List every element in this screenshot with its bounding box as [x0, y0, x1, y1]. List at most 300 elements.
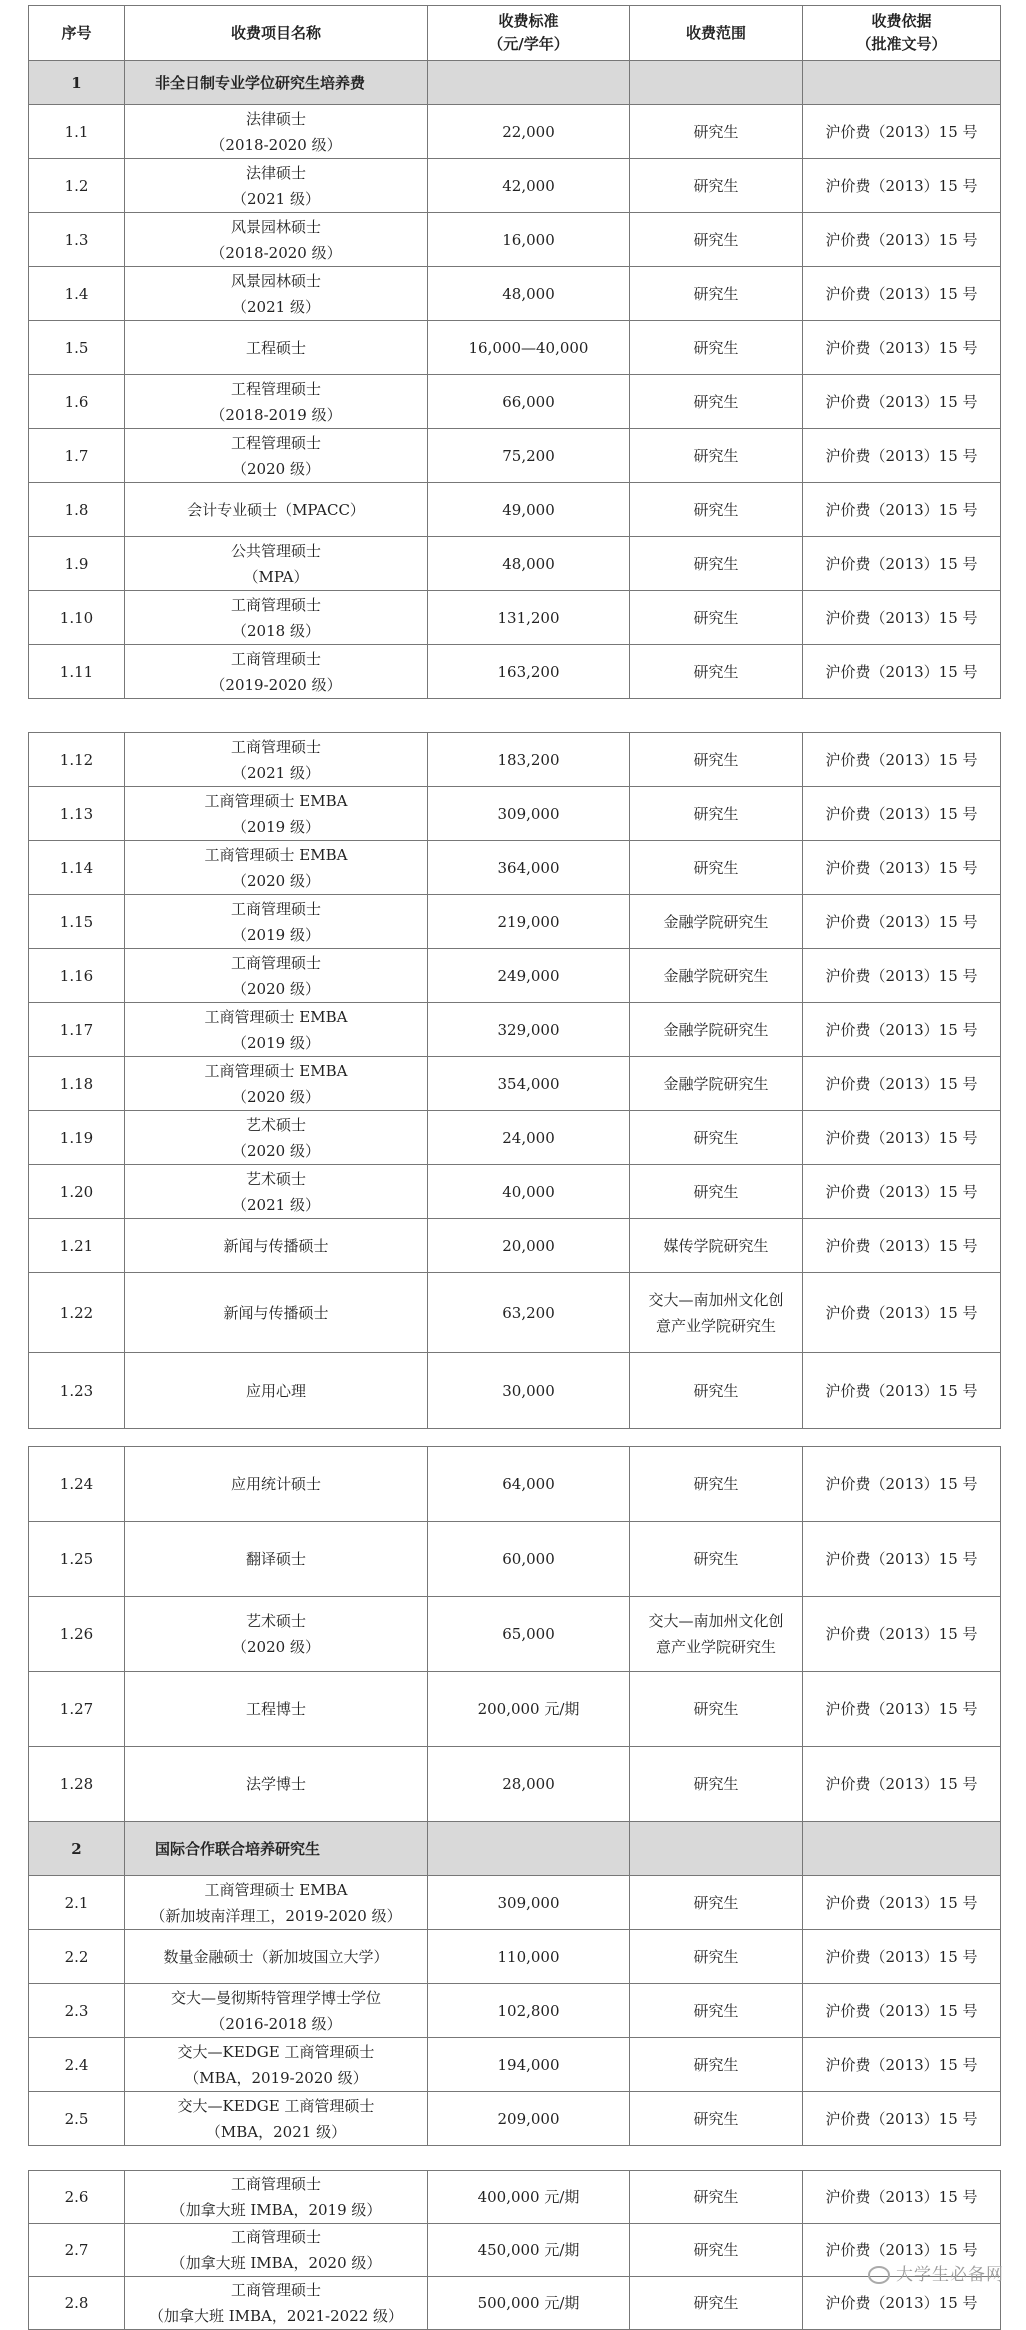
row-item-name: [125, 591, 428, 645]
item-name-line: 工程管理硕士: [230, 433, 321, 452]
row-no: 1.27: [29, 1672, 125, 1747]
row-basis: 沪价费（2013）15 号: [803, 1219, 1001, 1273]
row-no: 1.20: [29, 1165, 125, 1219]
header-scope: 收费范围: [630, 6, 803, 61]
table-row: [29, 2277, 1001, 2330]
item-name-line: 法学博士: [245, 1775, 306, 1793]
watermark: [868, 2260, 1004, 2285]
scope-line: 研究生: [693, 284, 739, 303]
row-fee: 24,000: [428, 1111, 630, 1165]
item-name-line: 交大—KEDGE 工商管理硕士: [177, 2042, 375, 2061]
header-standard: [428, 6, 630, 61]
scope-line: 研究生: [693, 608, 739, 627]
row-no: 2.1: [29, 1876, 125, 1930]
row-fee: 20,000: [428, 1219, 630, 1273]
row-no: 1.19: [29, 1111, 125, 1165]
row-no: 1.11: [29, 645, 125, 699]
row-fee: 28,000: [428, 1747, 630, 1822]
row-scope: [630, 2277, 803, 2330]
scope-line: 研究生: [693, 858, 739, 877]
item-name-line: （2020 级）: [232, 871, 320, 890]
row-scope: [630, 321, 803, 375]
row-basis: 沪价费（2013）15 号: [803, 1003, 1001, 1057]
table-row: [29, 159, 1001, 213]
item-name-line: 工程博士: [245, 1700, 306, 1718]
row-fee: 16,000: [428, 213, 630, 267]
item-name-line: （加拿大班 IMBA，2019 级）: [170, 2201, 382, 2219]
row-scope: [630, 537, 803, 591]
row-item-name: [125, 949, 428, 1003]
row-no: 1.4: [29, 267, 125, 321]
row-basis: 沪价费（2013）15 号: [803, 2277, 1001, 2330]
row-scope: [630, 645, 803, 699]
row-fee: 65,000: [428, 1597, 630, 1672]
row-fee: 66,000: [428, 375, 630, 429]
table-segment-2: [28, 732, 1000, 1429]
row-item-name: [125, 1003, 428, 1057]
scope-line: 研究生: [693, 176, 739, 195]
row-item-name: [125, 2277, 428, 2330]
item-name-line: 艺术硕士: [245, 1169, 306, 1188]
item-name-line: （2019 级）: [232, 817, 320, 836]
scope-line: 研究生: [693, 392, 739, 411]
scope-line: 研究生: [693, 230, 739, 249]
row-item-name: [125, 2038, 428, 2092]
row-fee: 40,000: [428, 1165, 630, 1219]
item-name-line: （MBA，2021 级）: [205, 2122, 347, 2141]
scope-line: 研究生: [693, 2188, 739, 2206]
table-row: [29, 1597, 1001, 1672]
row-item-name: [125, 159, 428, 213]
scope-line: 研究生: [693, 1128, 739, 1147]
row-no: 1.1: [29, 105, 125, 159]
table-row: [29, 1165, 1001, 1219]
row-fee: 163,200: [428, 645, 630, 699]
scope-line: 研究生: [693, 804, 739, 823]
row-item-name: [125, 1747, 428, 1822]
table-row: [29, 895, 1001, 949]
table-row: [29, 429, 1001, 483]
row-scope: [630, 2092, 803, 2146]
row-no: 1.5: [29, 321, 125, 375]
row-no: 1.8: [29, 483, 125, 537]
item-name-line: 工商管理硕士 EMBA: [204, 1061, 348, 1080]
row-scope: [630, 1876, 803, 1930]
row-basis: 沪价费（2013）15 号: [803, 1984, 1001, 2038]
row-no: 1.2: [29, 159, 125, 213]
row-fee: 48,000: [428, 537, 630, 591]
item-name-line: 新闻与传播硕士: [223, 1303, 329, 1322]
row-no: 1.9: [29, 537, 125, 591]
row-no: 2.8: [29, 2277, 125, 2330]
fee-table-part-3: [28, 1446, 1001, 2146]
row-fee: 102,800: [428, 1984, 630, 2038]
scope-line: 金融学院研究生: [663, 966, 769, 985]
scope-line: 研究生: [693, 2294, 739, 2312]
row-item-name: [125, 841, 428, 895]
row-item-name: [125, 1984, 428, 2038]
scope-line: 交大—南加州文化创: [648, 1612, 784, 1630]
row-scope: [630, 591, 803, 645]
item-name-line: （新加坡南洋理工，2019-2020 级）: [150, 1906, 402, 1925]
item-name-line: （2020 级）: [232, 1638, 320, 1656]
table-row: [29, 787, 1001, 841]
scope-line: 研究生: [693, 446, 739, 465]
table-row: [29, 1353, 1001, 1429]
row-scope: [630, 2038, 803, 2092]
row-item-name: [125, 105, 428, 159]
item-name-line: （2021 级）: [232, 189, 320, 208]
row-scope: [630, 1219, 803, 1273]
row-basis: 沪价费（2013）15 号: [803, 483, 1001, 537]
row-fee: 400,000 元/期: [428, 2171, 630, 2224]
item-name-line: 交大—曼彻斯特管理学博士学位: [170, 1988, 381, 2007]
table-segment-1: [28, 5, 1000, 699]
row-scope: [630, 733, 803, 787]
row-item-name: [125, 2092, 428, 2146]
scope-line: 研究生: [693, 122, 739, 141]
table-row: [29, 267, 1001, 321]
row-scope: [630, 787, 803, 841]
section-name: 国际合作联合培养研究生: [125, 1822, 428, 1876]
row-scope: [630, 1747, 803, 1822]
row-fee: 450,000 元/期: [428, 2224, 630, 2277]
item-name-line: （2018-2020 级）: [210, 135, 342, 154]
row-fee: 219,000: [428, 895, 630, 949]
table-row: [29, 1930, 1001, 1984]
row-item-name: [125, 1447, 428, 1522]
row-basis: 沪价费（2013）15 号: [803, 213, 1001, 267]
row-fee: 22,000: [428, 105, 630, 159]
watermark-text: 大学生必备网: [896, 2265, 1004, 2285]
table-row: [29, 1447, 1001, 1522]
scope-line: 媒传学院研究生: [663, 1236, 769, 1255]
row-basis: 沪价费（2013）15 号: [803, 375, 1001, 429]
table-row: [29, 1672, 1001, 1747]
row-item-name: [125, 1597, 428, 1672]
row-item-name: [125, 645, 428, 699]
row-fee: 183,200: [428, 733, 630, 787]
table-row: [29, 1984, 1001, 2038]
scope-line: 金融学院研究生: [663, 1074, 769, 1093]
item-name-line: 工商管理硕士: [230, 953, 321, 972]
row-no: 2.6: [29, 2171, 125, 2224]
scope-line: 金融学院研究生: [663, 1020, 769, 1039]
item-name-line: 法律硕士: [245, 109, 306, 128]
row-no: 1.25: [29, 1522, 125, 1597]
row-basis: 沪价费（2013）15 号: [803, 537, 1001, 591]
item-name-line: 工商管理硕士: [230, 737, 321, 756]
table-row: [29, 1747, 1001, 1822]
item-name-line: （MPA）: [243, 567, 309, 586]
row-fee: 194,000: [428, 2038, 630, 2092]
row-item-name: [125, 2224, 428, 2277]
row-basis: 沪价费（2013）15 号: [803, 1672, 1001, 1747]
row-scope: [630, 2224, 803, 2277]
row-basis: 沪价费（2013）15 号: [803, 1165, 1001, 1219]
row-fee: 500,000 元/期: [428, 2277, 630, 2330]
item-name-line: 艺术硕士: [245, 1115, 306, 1134]
item-name-line: 会计专业硕士（MPACC）: [187, 500, 365, 519]
row-fee: 42,000: [428, 159, 630, 213]
row-fee: 209,000: [428, 2092, 630, 2146]
scope-line: 研究生: [693, 1893, 739, 1912]
row-no: 1.3: [29, 213, 125, 267]
row-basis: 沪价费（2013）15 号: [803, 895, 1001, 949]
item-name-line: 公共管理硕士: [230, 541, 321, 560]
item-name-line: （加拿大班 IMBA，2021-2022 级）: [148, 2307, 404, 2325]
scope-line: 意产业学院研究生: [655, 1638, 776, 1656]
item-name-line: 交大—KEDGE 工商管理硕士: [177, 2096, 375, 2115]
table-segment-4: [28, 2170, 1000, 2330]
row-item-name: [125, 733, 428, 787]
table-row: [29, 375, 1001, 429]
table-row: [29, 949, 1001, 1003]
row-item-name: [125, 483, 428, 537]
header-name: 收费项目名称: [125, 6, 428, 61]
row-no: 2.5: [29, 2092, 125, 2146]
row-item-name: [125, 1057, 428, 1111]
row-no: 1.22: [29, 1273, 125, 1353]
scope-line: 研究生: [693, 1947, 739, 1966]
fee-table-part-2: [28, 732, 1001, 1429]
table-row: [29, 1057, 1001, 1111]
row-basis: 沪价费（2013）15 号: [803, 159, 1001, 213]
row-no: 1.17: [29, 1003, 125, 1057]
item-name-line: 工商管理硕士: [230, 2281, 321, 2299]
scope-line: 研究生: [693, 1775, 739, 1793]
table-header-row: [29, 6, 1001, 61]
row-basis: 沪价费（2013）15 号: [803, 2171, 1001, 2224]
row-fee: 30,000: [428, 1353, 630, 1429]
scope-line: 研究生: [693, 1700, 739, 1718]
item-name-line: （2018-2019 级）: [210, 405, 342, 424]
row-item-name: [125, 1672, 428, 1747]
row-item-name: [125, 1930, 428, 1984]
row-fee: 309,000: [428, 787, 630, 841]
item-name-line: 工程管理硕士: [230, 379, 321, 398]
table-row: [29, 2171, 1001, 2224]
table-row: [29, 1111, 1001, 1165]
row-basis: 沪价费（2013）15 号: [803, 1273, 1001, 1353]
row-item-name: [125, 1219, 428, 1273]
table-row: [29, 213, 1001, 267]
scope-line: 研究生: [693, 2241, 739, 2259]
item-name-line: 应用心理: [245, 1381, 306, 1400]
header-basis: [803, 6, 1001, 61]
header-basis-line1: 收费依据: [871, 12, 932, 30]
scope-line: 研究生: [693, 1381, 739, 1400]
table-row: [29, 591, 1001, 645]
fee-table-part-1: [28, 5, 1001, 699]
row-no: 1.13: [29, 787, 125, 841]
item-name-line: 工商管理硕士 EMBA: [204, 1007, 348, 1026]
wechat-icon: [868, 2266, 890, 2284]
row-fee: 110,000: [428, 1930, 630, 1984]
row-item-name: [125, 213, 428, 267]
scope-line: 研究生: [693, 1475, 739, 1493]
row-scope: [630, 1672, 803, 1747]
item-name-line: 翻译硕士: [245, 1550, 306, 1568]
item-name-line: （MBA，2019-2020 级）: [184, 2068, 368, 2087]
row-scope: [630, 1522, 803, 1597]
header-standard-line1: 收费标准: [498, 12, 559, 30]
row-no: 1.12: [29, 733, 125, 787]
row-no: 1.18: [29, 1057, 125, 1111]
row-scope: [630, 213, 803, 267]
item-name-line: （2019-2020 级）: [210, 675, 342, 694]
row-basis: 沪价费（2013）15 号: [803, 1447, 1001, 1522]
item-name-line: 新闻与传播硕士: [223, 1236, 329, 1255]
header-no: 序号: [29, 6, 125, 61]
scope-line: 交大—南加州文化创: [648, 1290, 784, 1309]
row-item-name: [125, 1522, 428, 1597]
item-name-line: 工商管理硕士 EMBA: [204, 845, 348, 864]
section-no: 1: [29, 61, 125, 105]
table-row: [29, 1273, 1001, 1353]
item-name-line: 工商管理硕士: [230, 2228, 321, 2246]
row-fee: 64,000: [428, 1447, 630, 1522]
row-scope: [630, 1057, 803, 1111]
item-name-line: 工商管理硕士: [230, 595, 321, 614]
row-fee: 309,000: [428, 1876, 630, 1930]
item-name-line: （2021 级）: [232, 297, 320, 316]
row-scope: [630, 483, 803, 537]
row-fee: 75,200: [428, 429, 630, 483]
row-fee: 63,200: [428, 1273, 630, 1353]
item-name-line: （加拿大班 IMBA，2020 级）: [170, 2254, 382, 2272]
row-scope: [630, 1003, 803, 1057]
row-item-name: [125, 537, 428, 591]
row-basis: 沪价费（2013）15 号: [803, 787, 1001, 841]
row-item-name: [125, 1165, 428, 1219]
item-name-line: 工商管理硕士: [230, 2175, 321, 2193]
row-basis: 沪价费（2013）15 号: [803, 1747, 1001, 1822]
item-name-line: （2020 级）: [232, 1087, 320, 1106]
scope-line: 研究生: [693, 662, 739, 681]
row-scope: [630, 1353, 803, 1429]
section-no: 2: [29, 1822, 125, 1876]
row-scope: [630, 1165, 803, 1219]
row-item-name: [125, 895, 428, 949]
scope-line: 研究生: [693, 2109, 739, 2128]
row-item-name: [125, 429, 428, 483]
scope-line: 研究生: [693, 750, 739, 769]
row-basis: 沪价费（2013）15 号: [803, 1057, 1001, 1111]
row-basis: 沪价费（2013）15 号: [803, 1597, 1001, 1672]
row-basis: 沪价费（2013）15 号: [803, 267, 1001, 321]
row-basis: 沪价费（2013）15 号: [803, 1353, 1001, 1429]
item-name-line: （2018-2020 级）: [210, 243, 342, 262]
row-item-name: [125, 1111, 428, 1165]
row-basis: 沪价费（2013）15 号: [803, 105, 1001, 159]
scope-line: 意产业学院研究生: [655, 1316, 776, 1335]
item-name-line: 工商管理硕士 EMBA: [204, 1880, 348, 1899]
row-fee: 16,000—40,000: [428, 321, 630, 375]
section-row-1: [29, 61, 1001, 105]
item-name-line: 工商管理硕士: [230, 649, 321, 668]
row-fee: 329,000: [428, 1003, 630, 1057]
row-fee: 49,000: [428, 483, 630, 537]
row-basis: 沪价费（2013）15 号: [803, 1930, 1001, 1984]
row-scope: [630, 267, 803, 321]
row-no: 1.21: [29, 1219, 125, 1273]
row-basis: 沪价费（2013）15 号: [803, 591, 1001, 645]
scope-line: 研究生: [693, 2055, 739, 2074]
fee-table-part-4: [28, 2170, 1001, 2330]
section-name: 非全日制专业学位研究生培养费: [125, 61, 428, 105]
row-no: 2.7: [29, 2224, 125, 2277]
item-name-line: （2016-2018 级）: [210, 2014, 342, 2033]
item-name-line: （2020 级）: [232, 979, 320, 998]
row-scope: [630, 1273, 803, 1353]
item-name-line: 应用统计硕士: [230, 1475, 321, 1493]
row-scope: [630, 1984, 803, 2038]
scope-line: 研究生: [693, 2001, 739, 2020]
row-scope: [630, 949, 803, 1003]
table-row: [29, 537, 1001, 591]
table-row: [29, 1219, 1001, 1273]
row-basis: 沪价费（2013）15 号: [803, 2224, 1001, 2277]
row-basis: 沪价费（2013）15 号: [803, 1111, 1001, 1165]
row-scope: [630, 1597, 803, 1672]
row-no: 1.28: [29, 1747, 125, 1822]
row-fee: 60,000: [428, 1522, 630, 1597]
row-scope: [630, 159, 803, 213]
row-scope: [630, 841, 803, 895]
row-no: 1.26: [29, 1597, 125, 1672]
section-row-2: [29, 1822, 1001, 1876]
row-basis: 沪价费（2013）15 号: [803, 949, 1001, 1003]
header-standard-line2: （元/学年）: [488, 35, 569, 53]
item-name-line: 艺术硕士: [245, 1612, 306, 1630]
item-name-line: （2021 级）: [232, 1195, 320, 1214]
row-fee: 48,000: [428, 267, 630, 321]
row-basis: 沪价费（2013）15 号: [803, 1876, 1001, 1930]
table-row: [29, 841, 1001, 895]
row-fee: 249,000: [428, 949, 630, 1003]
row-no: 1.14: [29, 841, 125, 895]
item-name-line: （2019 级）: [232, 925, 320, 944]
scope-line: 研究生: [693, 500, 739, 519]
row-basis: 沪价费（2013）15 号: [803, 2092, 1001, 2146]
row-scope: [630, 895, 803, 949]
header-basis-line2: （批准文号）: [856, 35, 947, 53]
row-basis: 沪价费（2013）15 号: [803, 429, 1001, 483]
row-no: 2.2: [29, 1930, 125, 1984]
row-item-name: [125, 1273, 428, 1353]
scope-line: 研究生: [693, 1182, 739, 1201]
row-no: 1.23: [29, 1353, 125, 1429]
table-segment-3: [28, 1446, 1000, 2146]
row-no: 1.10: [29, 591, 125, 645]
row-item-name: [125, 1876, 428, 1930]
row-scope: [630, 1447, 803, 1522]
row-no: 1.16: [29, 949, 125, 1003]
table-row: [29, 2224, 1001, 2277]
row-scope: [630, 105, 803, 159]
row-basis: 沪价费（2013）15 号: [803, 841, 1001, 895]
row-basis: 沪价费（2013）15 号: [803, 733, 1001, 787]
row-no: 1.24: [29, 1447, 125, 1522]
table-row: [29, 2092, 1001, 2146]
item-name-line: 风景园林硕士: [230, 271, 321, 290]
row-no: 1.6: [29, 375, 125, 429]
scope-line: 研究生: [693, 338, 739, 357]
scope-line: 金融学院研究生: [663, 912, 769, 931]
item-name-line: 工商管理硕士: [230, 899, 321, 918]
item-name-line: 数量金融硕士（新加坡国立大学）: [163, 1947, 389, 1966]
